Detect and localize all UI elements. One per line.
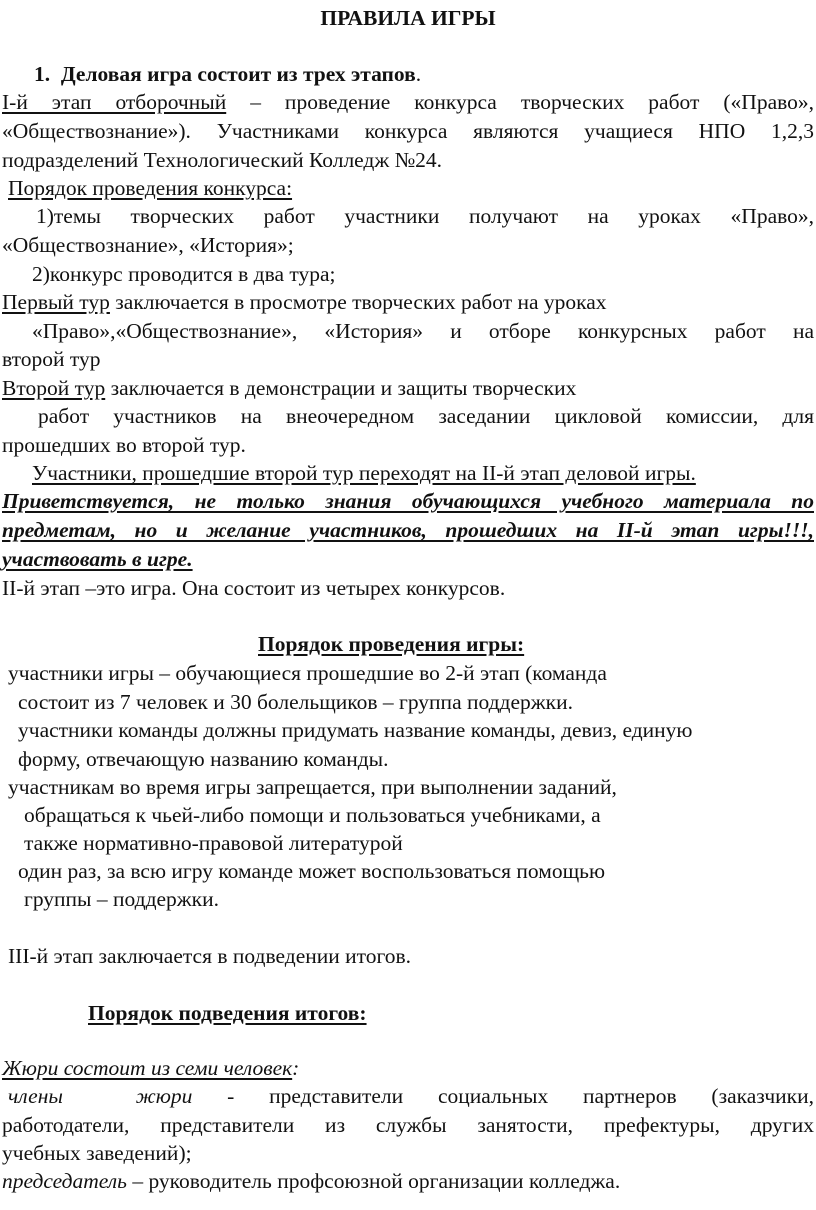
section-1-heading-text: Деловая игра состоит из трех этапов	[60, 62, 416, 86]
game-order-line-4: форму, отвечающую названию команды.	[18, 747, 389, 771]
game-order-line-1: участники игры – обучающиеся прошедшие во 2-й этап (команда	[8, 661, 607, 685]
stage1-label: I-й этап отборочный	[2, 90, 227, 114]
welcome-line1: Приветствуется, не только знания обучающихся учебного материала по	[2, 489, 814, 513]
contest-item1-line1: 1)темы творческих работ участники получают на уроках «Право»,	[36, 204, 814, 228]
round1-label: Первый тур	[2, 290, 110, 314]
pass-note: Участники, прошедшие второй тур переходят на II-й этап деловой игры.	[32, 461, 696, 485]
section-1-heading-period: .	[415, 62, 422, 86]
round2-line1	[2, 374, 576, 403]
section-1-number: 1.	[34, 62, 51, 86]
stage1-line3: подразделений Технологический Колледж №24.	[2, 148, 442, 172]
round2-line1-rest: заключается в демонстрации и защиты творческих	[105, 376, 577, 400]
page-title: ПРАВИЛА ИГРЫ	[320, 6, 496, 30]
round1-line1	[2, 288, 607, 317]
game-order-line-7: также нормативно-правовой литературой	[24, 831, 403, 855]
section-1-heading	[34, 60, 421, 89]
welcome-line3: участвовать в игре.	[2, 547, 193, 571]
game-order-line-2: состоит из 7 человек и 30 болельщиков – группа поддержки.	[18, 690, 573, 714]
stage1-line1	[2, 88, 814, 117]
contest-item2: 2)конкурс проводится в два тура;	[32, 262, 336, 286]
jury-members-label: члены жюри	[8, 1084, 193, 1108]
contest-order-heading: Порядок проведения конкурса:	[8, 176, 293, 200]
round2-line3: прошедших во второй тур.	[2, 433, 246, 457]
round1-line1-rest: заключается в просмотре творческих работ на уроках	[109, 290, 607, 314]
jury-heading	[2, 1054, 299, 1083]
jury-heading-text: Жюри состоит из семи человек	[2, 1056, 293, 1080]
jury-members-line3: учебных заведений);	[2, 1141, 192, 1165]
welcome-line2: предметам, но и желание участников, прошедших на II-й этап игры!!!,	[2, 518, 814, 542]
contest-item1-line2: «Обществознание», «История»;	[2, 233, 294, 257]
jury-heading-colon: :	[292, 1056, 300, 1080]
stage1-line1-rest: – проведение конкурса творческих работ («Право»,	[226, 90, 814, 114]
jury-chair-rest: – руководитель профсоюзной организации колледжа.	[126, 1169, 621, 1193]
game-order-line-6: обращаться к чьей-либо помощи и пользоваться учебниками, а	[24, 803, 601, 827]
jury-members-line1	[8, 1082, 814, 1111]
game-order-line-8: один раз, за всю игру команде может воспользоваться помощью	[18, 859, 606, 883]
stage2-text: II-й этап –это игра. Она состоит из четырех конкурсов.	[2, 576, 506, 600]
jury-members-line1-rest: - представители социальных партнеров (заказчики,	[192, 1084, 814, 1108]
round2-label: Второй тур	[2, 376, 106, 400]
game-order-line-9: группы – поддержки.	[24, 887, 219, 911]
jury-chair-line	[2, 1167, 620, 1196]
jury-members-line2: работодатели, представители из службы занятости, префектуры, других	[2, 1113, 814, 1137]
results-order-heading: Порядок подведения итогов:	[88, 1001, 367, 1025]
stage1-line2: «Обществознание»). Участниками конкурса являются учащиеся НПО 1,2,3	[2, 119, 814, 143]
round1-line2: «Право»,«Обществознание», «История» и отборе конкурсных работ на	[32, 319, 814, 343]
game-order-line-3: участники команды должны придумать название команды, девиз, единую	[18, 718, 693, 742]
game-order-line-5: участникам во время игры запрещается, при выполнении заданий,	[8, 775, 617, 799]
stage3-text: III-й этап заключается в подведении итогов.	[8, 944, 412, 968]
game-order-heading: Порядок проведения игры:	[258, 632, 525, 656]
jury-chair-label: председатель	[2, 1169, 127, 1193]
round2-line2: работ участников на внеочередном заседании цикловой комиссии, для	[38, 404, 814, 428]
round1-line3: второй тур	[2, 347, 101, 371]
